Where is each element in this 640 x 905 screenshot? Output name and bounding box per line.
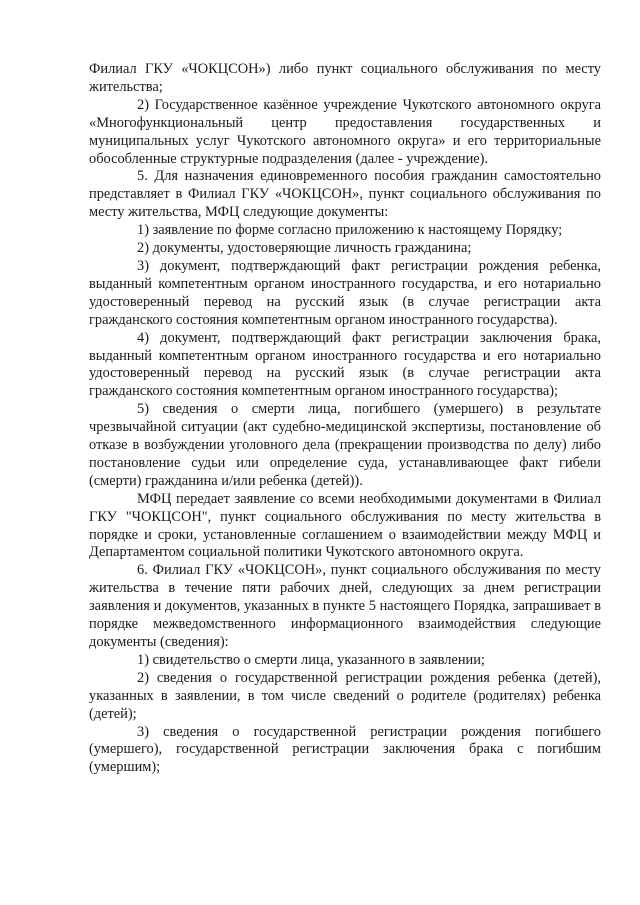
list-item-death-certificate: 1) свидетельство о смерти лица, указанного в заявлении; <box>137 651 485 668</box>
list-item-application: 1) заявление по форме согласно приложению к настоящему Порядку; <box>137 222 563 239</box>
list-item-child-birth-info: 2) сведения о государственной регистрации рождения ребенка (детей), указанных в заявлении, в том числе сведений о родителе (родителях) ребенка (детей); <box>89 669 601 722</box>
list-item-deceased-registration: 3) сведения о государственной регистрации рождения погибшего (умершего), государственной регистрации заключения брака с погибшим (умершим); <box>89 723 601 776</box>
paragraph-item-5-documents: 5. Для назначения единовременного пособия гражданин самостоятельно представляет в Филиал ГКУ «ЧОКЦСОН», пункт социального обслуживания по месту жительства, МФЦ следующие документы: <box>89 168 601 221</box>
paragraph-mfc-institution: 2) Государственное казённое учреждение Чукотского автономного округа «Многофункциональный центр предоставления государственных и муниципальных услуг Чукотского автономного округа» и его территориальные обособленные структурные подразделения (далее - учреждение). <box>89 96 601 167</box>
paragraph-mfc-transfer: МФЦ передает заявление со всеми необходимыми документами в Филиал ГКУ "ЧОКЦСОН", пункт социального обслуживания по месту жительства в порядке и сроки, установленные соглашением о взаимодействии между МФЦ и Департаментом социальной политики Чукотского автономного округа. <box>89 490 601 561</box>
paragraph-item-6-request: 6. Филиал ГКУ «ЧОКЦСОН», пункт социального обслуживания по месту жительства в течение пяти рабочих дней, следующих за днем регистрации заявления и документов, указанных в пункте 5 настоящего Порядка, запрашивает в порядке межведомственного информационного взаимодействия следующие документы (сведения): <box>89 562 601 650</box>
list-item-identity-documents: 2) документы, удостоверяющие личность гражданина; <box>137 240 472 257</box>
list-item-birth-registration: 3) документ, подтверждающий факт регистрации рождения ребенка, выданный компетентным органом иностранного государства, и его нотариально удостоверенный перевод на русский язык (в случае регистрации акта гражданского состояния компетентным органом иностранного государства). <box>89 257 601 328</box>
list-item-marriage-registration: 4) документ, подтверждающий факт регистрации заключения брака, выданный компетентным органом иностранного государства и его нотариально удостоверенный перевод на русский язык (в случае регистрации акта гражданского состояния компетентным органом иностранного государства); <box>89 329 601 400</box>
paragraph-residence-end: Филиал ГКУ «ЧОКЦСОН») либо пункт социального обслуживания по месту жительства; <box>89 61 601 95</box>
document-body <box>89 61 601 777</box>
list-item-death-information: 5) сведения о смерти лица, погибшего (умершего) в результате чрезвычайной ситуации (акт судебно-медицинской экспертизы, постановление об отказе в возбуждении уголовного дела (прекращении производства по делу) либо постановление судьи или определение суда, устанавливающее факт гибели (смерти) гражданина и/или ребенка (детей)). <box>89 401 601 489</box>
